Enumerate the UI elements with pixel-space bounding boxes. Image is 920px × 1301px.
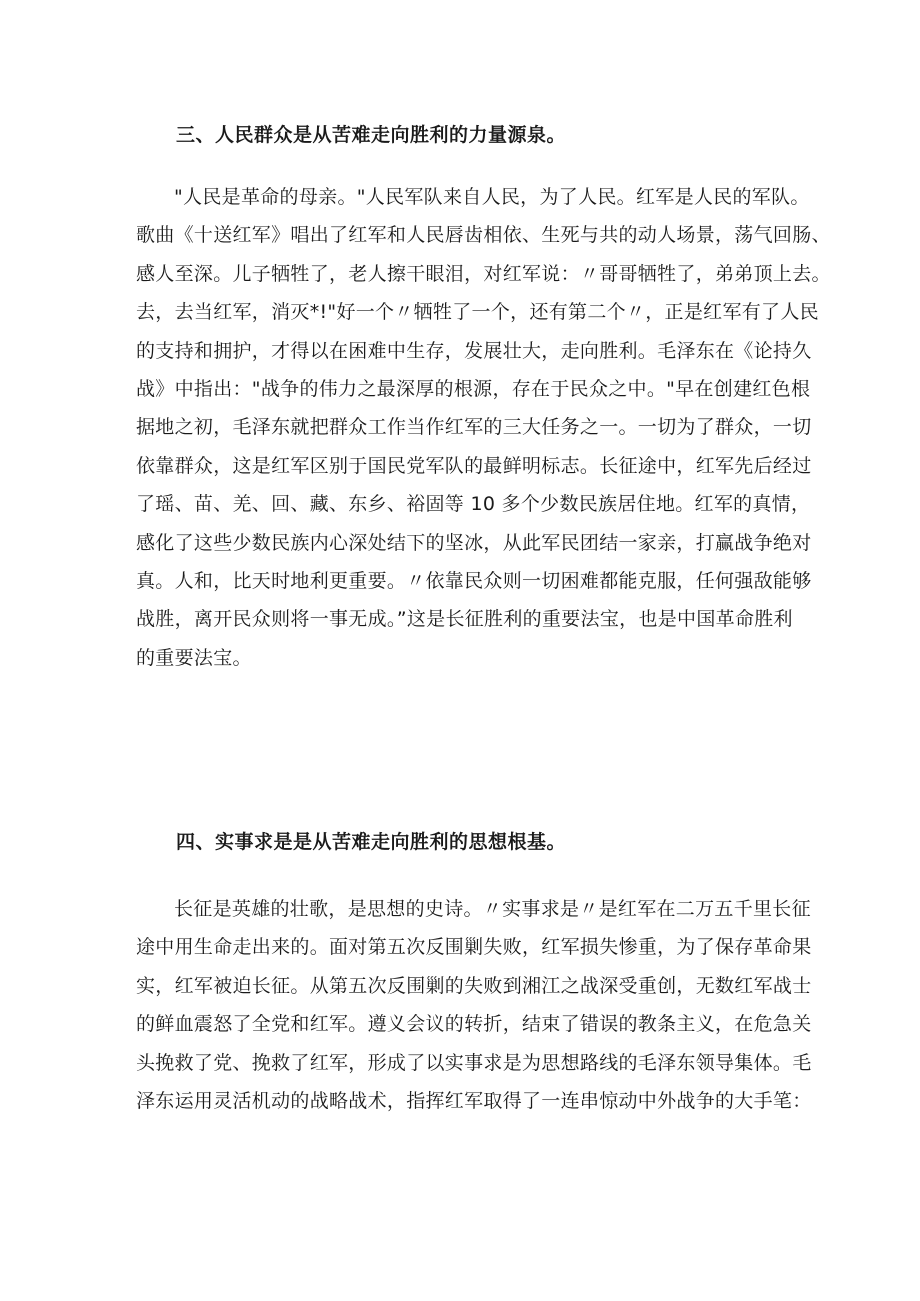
paragraph-line: 的鲜血震怒了全党和红军。遵义会议的转折，结束了错误的教条主义，在危急关 — [136, 1013, 812, 1036]
paragraph-line: 泽东运用灵活机动的战略战术，指挥红军取得了一连串惊动中外战争的大手笔： — [136, 1089, 812, 1112]
paragraph-line: 感化了这些少数民族内心深处结下的坚冰，从此军民团结一家亲，打赢战争绝对 — [136, 531, 812, 554]
paragraph-line: 战胜，离开民众则将一事无成。”这是长征胜利的重要法宝，也是中国革命胜利 — [136, 608, 793, 631]
paragraph-line: 歌曲《十送红军》唱出了红军和人民唇齿相依、生死与共的动人场景，荡气回肠、 — [136, 224, 831, 247]
paragraph-line: 据地之初，毛泽东就把群众工作当作红军的三大任务之一。一切为了群众，一切 — [136, 416, 812, 439]
paragraph-line: "人民是革命的母亲。"人民军队来自人民，为了人民。红军是人民的军队。 — [174, 186, 810, 208]
paragraph-line: 去，去当红军，消灭*!"好一个〃牺牲了一个，还有第二个〃，正是红军有了人民 — [136, 301, 819, 324]
section-heading-4: 四、实事求是是从苦难走向胜利的思想根基。 — [176, 831, 567, 853]
paragraph-line: 实，红军被迫长征。从第五次反围剿的失败到湘江之战深受重创，无数红军战士 — [136, 974, 812, 997]
paragraph-line: 依靠群众，这是红军区别于国民党军队的最鲜明标志。长征途中，红军先后经过 — [136, 454, 812, 477]
paragraph-line: 的支持和拥护，才得以在困难中生存，发展壮大，走向胜利。毛泽东在《论持久 — [136, 339, 812, 362]
paragraph-line: 真。人和，比天时地利更重要。〃依靠民众则一切困难都能克服，任何强敌能够 — [136, 569, 812, 592]
section-heading-3: 三、人民群众是从苦难走向胜利的力量源泉。 — [176, 124, 567, 146]
paragraph-line: 的重要法宝。 — [136, 646, 252, 669]
paragraph-line: 长征是英雄的壮歌，是思想的史诗。〃实事求是〃是红军在二万五千里长征 — [174, 898, 811, 920]
paragraph-line: 途中用生命走出来的。面对第五次反围剿失败，红军损失惨重，为了保存革命果 — [136, 936, 812, 959]
paragraph-line: 战》中指出："战争的伟力之最深厚的根源，存在于民众之中。"早在创建红色根 — [136, 377, 811, 400]
section-4-paragraph — [136, 890, 812, 1120]
section-3-paragraph — [136, 178, 831, 677]
paragraph-line: 头挽救了党、挽救了红军，形成了以实事求是为思想路线的毛泽东领导集体。毛 — [136, 1051, 812, 1074]
paragraph-line: 感人至深。儿子牺牲了，老人擦干眼泪，对红军说：〃哥哥牺牲了，弟弟顶上去。 — [136, 262, 831, 285]
paragraph-line: 了瑶、苗、羌、回、藏、东乡、裕固等 10 多个少数民族居住地。红军的真情， — [136, 493, 811, 516]
